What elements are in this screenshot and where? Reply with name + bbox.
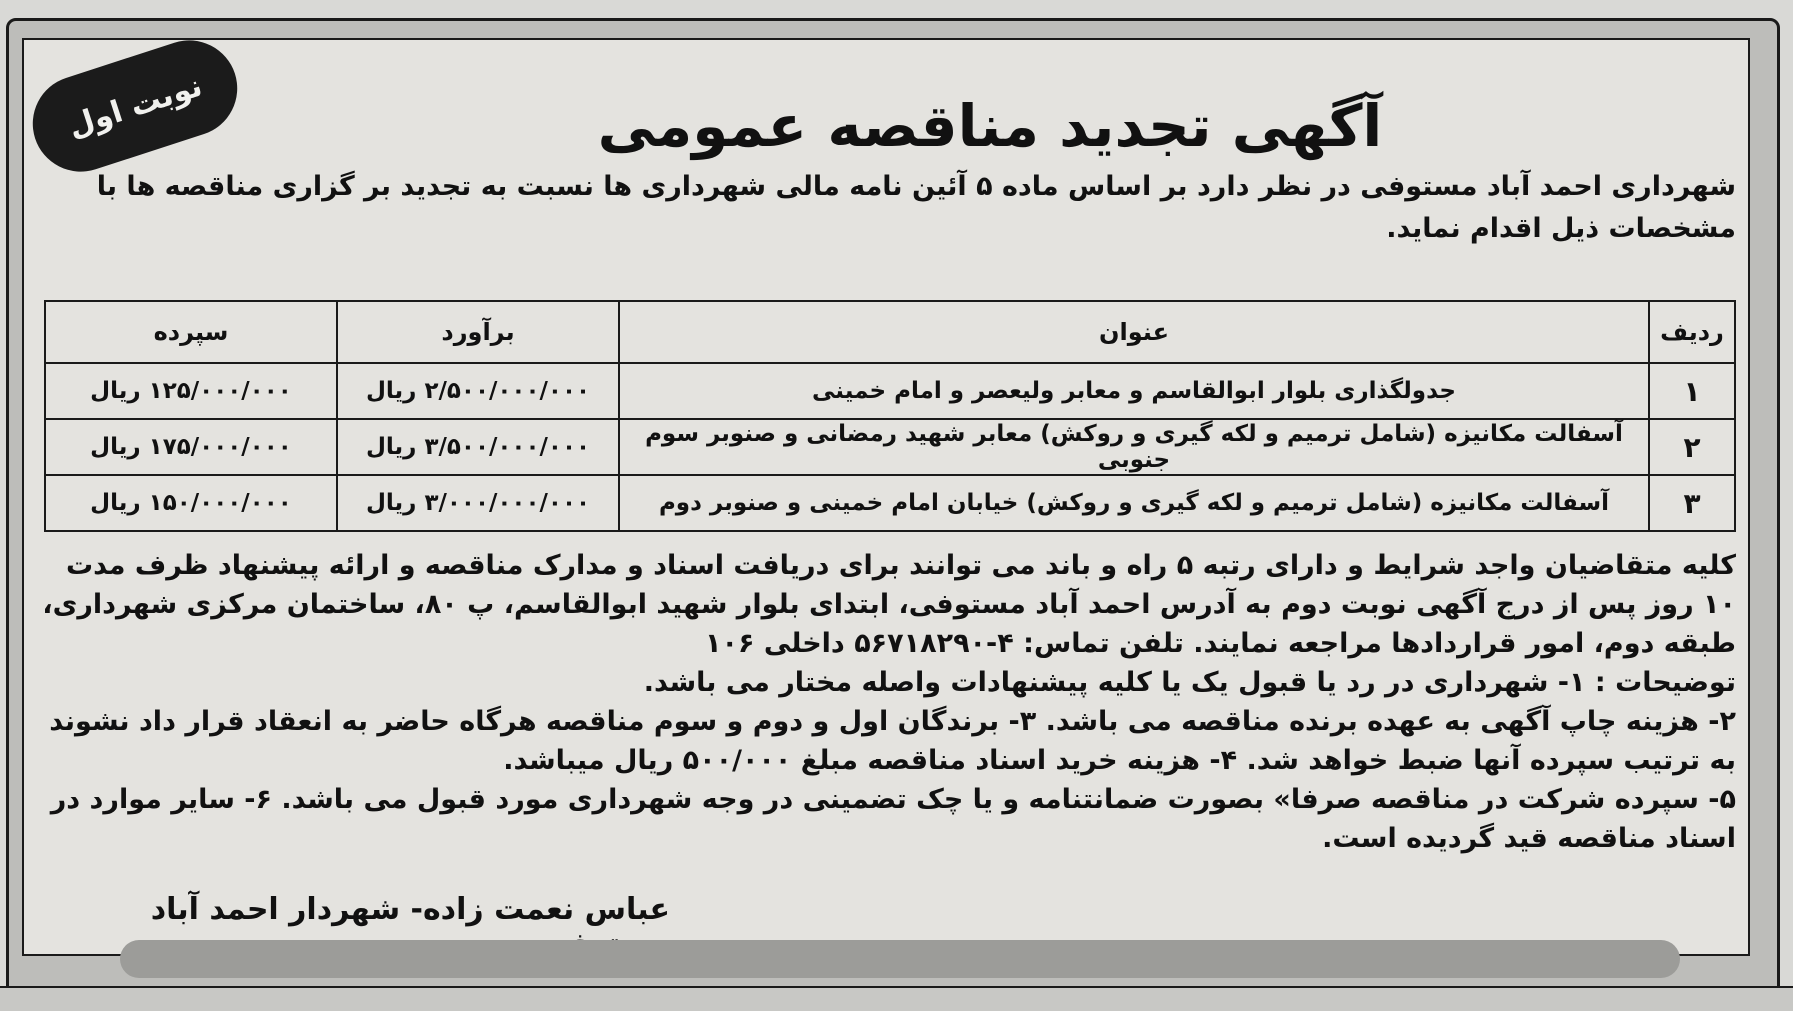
page-title: آگهی تجدید مناقصه عمومی: [597, 92, 1383, 160]
row-title: آسفالت مکانیزه (شامل ترمیم و لکه گیری و روکش) خیابان امام خمینی و صنوبر دوم: [619, 475, 1649, 531]
header-estimate: برآورد: [337, 301, 619, 363]
header-idx: ردیف: [1649, 301, 1735, 363]
bottom-decorative-bar: [120, 940, 1680, 978]
row-idx: ۲: [1649, 419, 1735, 475]
intro-paragraph: شهرداری احمد آباد مستوفی در نظر دارد بر اساس ماده ۵ آئین نامه مالی شهرداری ها نسبت به تجدید بر گزاری مناقصه ها با مشخصات ذیل اقدام نماید.: [96, 171, 1736, 244]
table-row: [45, 419, 1735, 475]
notes-paragraph-2: ۲- هزینه چاپ آگهی به عهده برنده مناقصه می باشد. ۳- برندگان اول و دوم و سوم مناقصه هرگاه حاضر به انعقاد قرار داد نشوند به ترتیب سپرده آنها ضبط خواهد شد. ۴- هزینه خرید اسناد مناقصه مبلغ ۵۰۰/۰۰۰ ریال میباشد.: [49, 706, 1736, 776]
row-estimate: ۲/۵۰۰/۰۰۰/۰۰۰ ریال: [337, 363, 619, 419]
conditions-text: [26, 546, 1736, 858]
row-title: جدولگذاری بلوار ابوالقاسم و معابر ولیعصر و امام خمینی: [619, 363, 1649, 419]
header-title: عنوان: [619, 301, 1649, 363]
table-row: [45, 475, 1735, 531]
eligibility-paragraph: کلیه متقاضیان واجد شرایط و دارای رتبه ۵ راه و باند می توانند برای دریافت اسناد و مدارک مناقصه و ارائه پیشنهاد ظرف مدت ۱۰ روز پس از درج آگهی نوبت دوم به آدرس احمد آباد مستوفی، ابتدای بلوار شهید ابوالقاسم، پ ۸۰، ساختمان مرکزی شهرداری، طبقه دوم، امور قراردادها مراجعه نمایند. تلفن تماس: ۴-۵۶۷۱۸۲۹۰ داخلی ۱۰۶: [42, 550, 1736, 659]
row-estimate: ۳/۰۰۰/۰۰۰/۰۰۰ ریال: [337, 475, 619, 531]
header-deposit: سپرده: [45, 301, 337, 363]
table-header-row: [45, 301, 1735, 363]
row-idx: ۳: [1649, 475, 1735, 531]
notes-paragraph-1: توضیحات : ۱- شهرداری در رد یا قبول یک یا کلیه پیشنهادات واصله مختار می باشد.: [643, 667, 1736, 698]
row-deposit: ۱۷۵/۰۰۰/۰۰۰ ریال: [45, 419, 337, 475]
notes-paragraph-3: ۵- سپرده شرکت در مناقصه صرفا» بصورت ضمانتنامه و یا چک تضمینی در وجه شهرداری مورد قبول می باشد. ۶- سایر موارد در اسناد مناقصه قید گردیده است.: [50, 784, 1736, 854]
tender-table: [44, 300, 1736, 532]
row-title: آسفالت مکانیزه (شامل ترمیم و لکه گیری و روکش) معابر شهید رمضانی و صنوبر سوم جنوبی: [619, 419, 1649, 475]
row-deposit: ۱۵۰/۰۰۰/۰۰۰ ریال: [45, 475, 337, 531]
row-deposit: ۱۲۵/۰۰۰/۰۰۰ ریال: [45, 363, 337, 419]
table-row: [45, 363, 1735, 419]
signature-line: عباس نعمت زاده- شهردار احمد آباد: [150, 892, 670, 927]
row-idx: ۱: [1649, 363, 1735, 419]
bottom-rule: [0, 986, 1793, 1011]
badge-label: نوبت اول: [63, 67, 207, 145]
row-estimate: ۳/۵۰۰/۰۰۰/۰۰۰ ریال: [337, 419, 619, 475]
